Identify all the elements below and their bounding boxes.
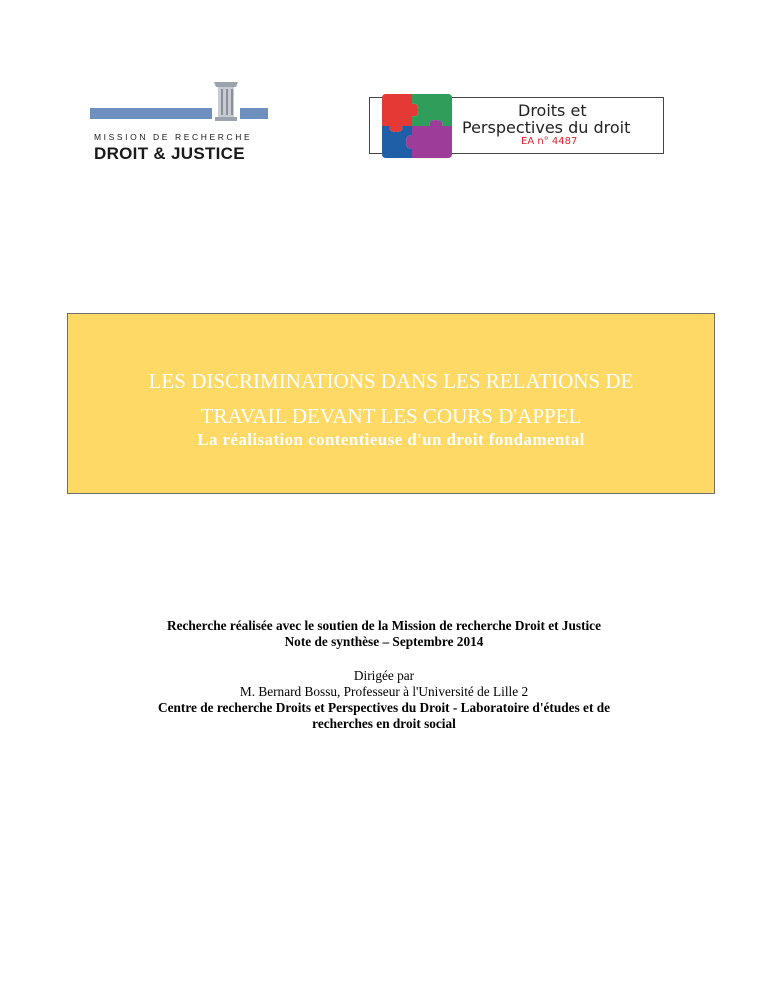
title-line2: TRAVAIL DEVANT LES COURS D'APPEL <box>200 404 582 428</box>
centre-line1: Centre de recherche Droits et Perspectives du Droit - Laboratoire d'études et de <box>158 700 610 715</box>
ddp-logo-line1: Droits et <box>518 101 587 120</box>
direction-info <box>0 668 768 732</box>
centre-line2: recherches en droit social <box>312 716 456 731</box>
title-box <box>67 313 715 494</box>
mission-logo-line2: DROIT & JUSTICE <box>94 144 245 163</box>
mission-logo-line1: MISSION DE RECHERCHE <box>94 132 253 142</box>
column-emblem-icon <box>90 78 270 126</box>
note-text: Note de synthèse – Septembre 2014 <box>284 634 484 649</box>
directed-by-label: Dirigée par <box>353 668 415 683</box>
subtitle: La réalisation contentieuse d'un droit fondamental <box>197 430 585 449</box>
director-text: M. Bernard Bossu, Professeur à l'Université de Lille 2 <box>239 684 529 699</box>
ddp-logo-line2: Perspectives du droit <box>462 118 631 137</box>
ddp-logo-line3: EA n° 4487 <box>521 136 578 147</box>
mission-droit-justice-logo <box>90 78 270 164</box>
support-info <box>0 618 768 650</box>
ddp-logo <box>369 97 664 154</box>
support-text: Recherche réalisée avec le soutien de la Mission de recherche Droit et Justice <box>166 618 601 633</box>
title-line1: LES DISCRIMINATIONS DANS LES RELATIONS DE <box>148 369 634 393</box>
puzzle-icon <box>378 90 456 162</box>
